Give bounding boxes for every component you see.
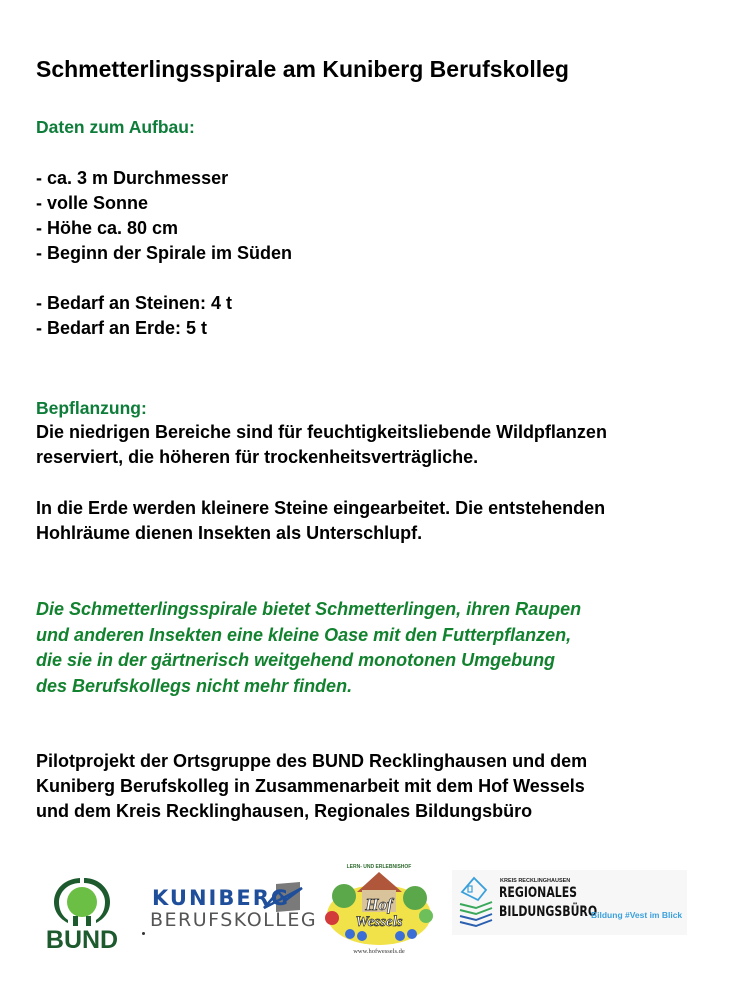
list-item: - Höhe ca. 80 cm bbox=[36, 218, 179, 238]
setup-list-a bbox=[36, 166, 292, 266]
paragraph-line: Pilotprojekt der Ortsgruppe des BUND Recklinghausen und dem bbox=[36, 751, 588, 771]
setup-heading: Daten zum Aufbau: bbox=[36, 117, 195, 137]
paragraph-line: Die niedrigen Bereiche sind für feuchtigkeitsliebende Wildpflanzen bbox=[36, 422, 607, 442]
paragraph-line: Die Schmetterlingsspirale bietet Schmetterlingen, ihren Raupen bbox=[36, 599, 582, 619]
partner-logos bbox=[0, 860, 750, 960]
paragraph-line: und anderen Insekten eine kleine Oase mit den Futterpflanzen, bbox=[36, 624, 572, 645]
paragraph-line: die sie in der gärtnerisch weitgehend monotonen Umgebung bbox=[36, 650, 556, 670]
list-item: - Beginn der Spirale im Süden bbox=[36, 243, 293, 263]
separator-dot bbox=[142, 932, 145, 935]
kuniberg-logo bbox=[150, 878, 318, 938]
svg-text:www.hofwessels.de: www.hofwessels.de bbox=[353, 948, 405, 955]
planting-paragraph-2 bbox=[36, 496, 605, 546]
paragraph-line: In die Erde werden kleinere Steine eingearbeitet. Die entstehenden bbox=[36, 498, 606, 518]
stacked-house-icon bbox=[456, 872, 496, 932]
highlight-paragraph bbox=[36, 597, 581, 699]
paragraph-line: reserviert, die höheren für trockenheitsverträgliche. bbox=[36, 447, 479, 467]
bund-emblem-icon bbox=[40, 874, 125, 950]
planting-heading: Bepflanzung: bbox=[36, 398, 147, 418]
kuniberg-wordmark: KUNIBERG bbox=[152, 886, 291, 910]
berufskolleg-wordmark: BERUFSKOLLEG bbox=[150, 909, 318, 931]
hof-wessels-logo bbox=[322, 860, 437, 960]
paragraph-line: und dem Kreis Recklinghausen, Regionales Bildungsbüro bbox=[36, 801, 533, 821]
planting-paragraph-1 bbox=[36, 420, 607, 470]
list-item: - Bedarf an Steinen: 4 t bbox=[36, 293, 233, 313]
setup-list-b bbox=[36, 291, 232, 341]
list-item: - ca. 3 m Durchmesser bbox=[36, 168, 229, 188]
svg-text:BUND: BUND bbox=[45, 926, 119, 950]
page-title: Schmetterlingsspirale am Kuniberg Berufskolleg bbox=[36, 56, 569, 82]
farm-illustration-icon bbox=[322, 860, 437, 960]
paragraph-line: Kuniberg Berufskolleg in Zusammenarbeit mit dem Hof Wessels bbox=[36, 776, 585, 796]
bildung-tagline: Bildung #Vest im Blick bbox=[591, 910, 683, 920]
regionales-wordmark: REGIONALES bbox=[499, 885, 578, 901]
paragraph-line: Hohlräume dienen Insekten als Unterschlupf. bbox=[36, 523, 423, 543]
svg-text:Hof: Hof bbox=[365, 895, 393, 914]
list-item: - volle Sonne bbox=[36, 193, 149, 213]
svg-text:Wessels: Wessels bbox=[355, 914, 403, 930]
credits-paragraph bbox=[36, 749, 587, 824]
list-item: - Bedarf an Erde: 5 t bbox=[36, 318, 208, 338]
svg-text:LERN- UND ERLEBNISHOF: LERN- UND ERLEBNISHOF bbox=[346, 864, 412, 870]
bildungsbuero-wordmark: BILDUNGSBÜRO bbox=[499, 904, 598, 920]
bildungsbuero-logo bbox=[452, 870, 687, 935]
bund-logo bbox=[40, 874, 125, 950]
paragraph-line: des Berufskollegs nicht mehr finden. bbox=[36, 675, 353, 696]
kreis-label: KREIS RECKLINGHAUSEN bbox=[500, 878, 571, 884]
